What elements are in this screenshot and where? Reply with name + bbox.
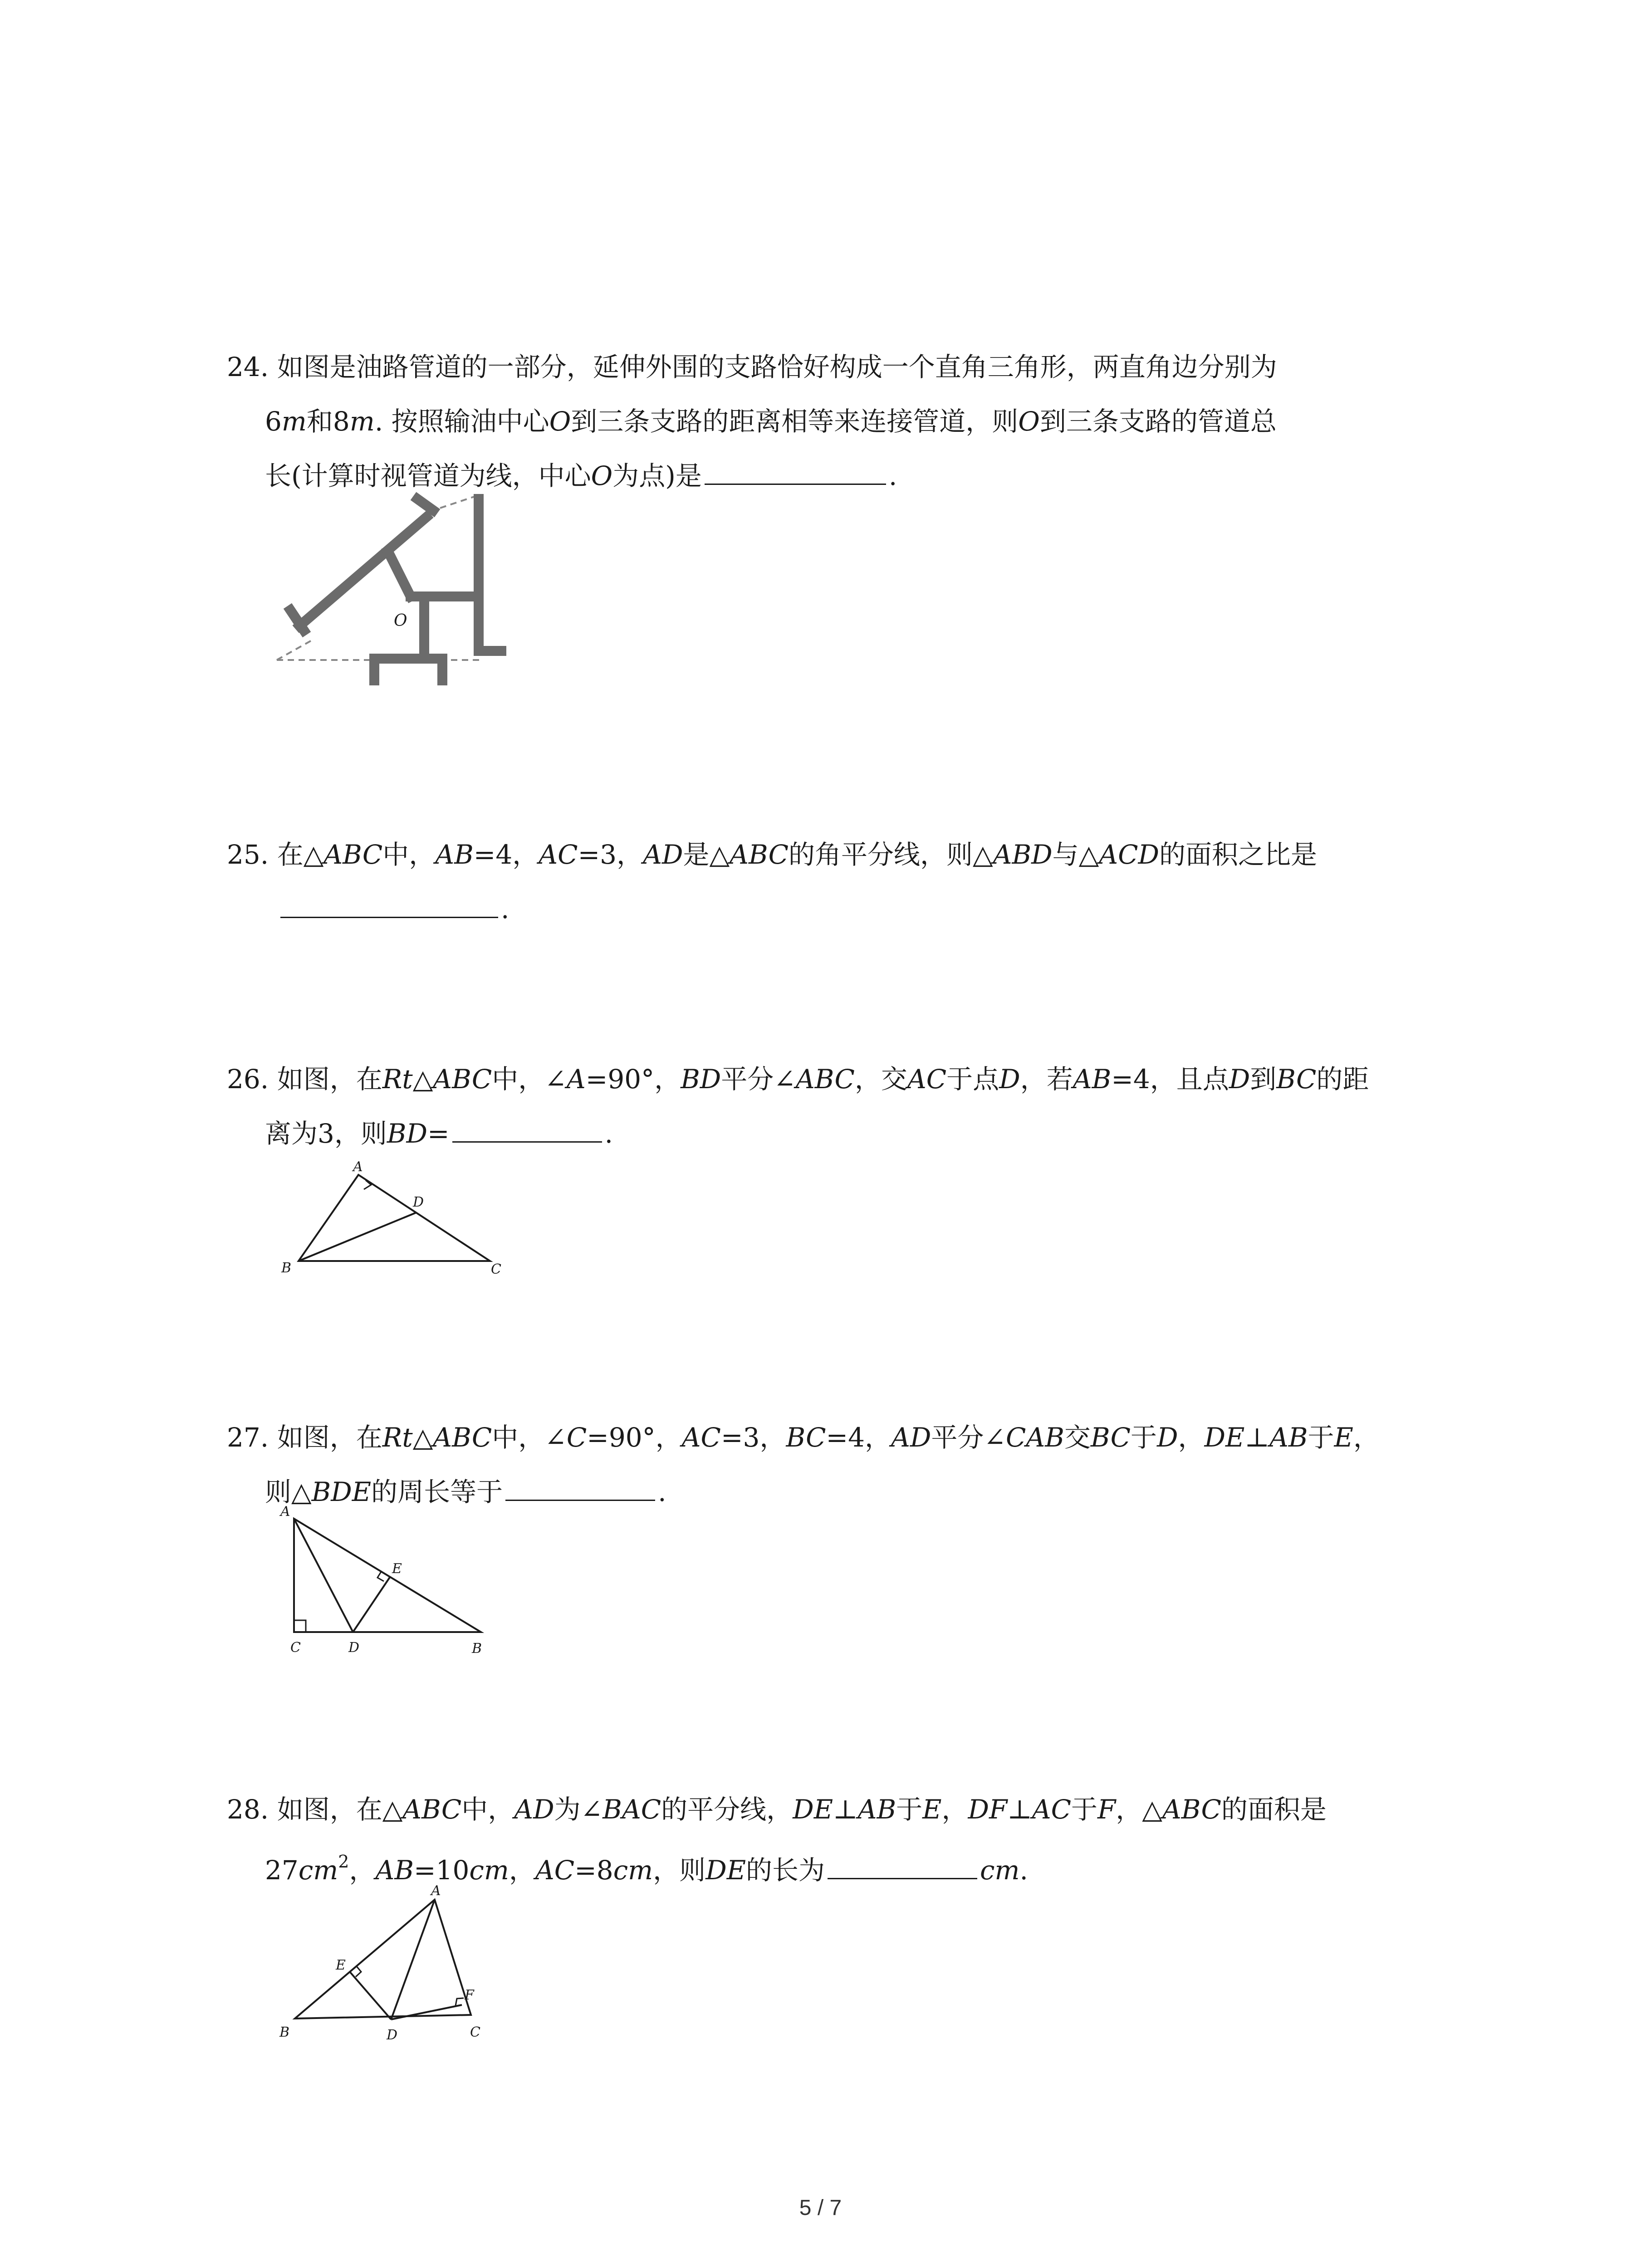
vertex-label-B: B <box>279 2024 290 2040</box>
figure-27-triangle <box>272 1497 508 1660</box>
segment-DF <box>391 2005 462 2019</box>
vertex-label-D: D <box>413 1194 424 1210</box>
vertex-label-A: A <box>353 1161 363 1175</box>
problem-26-line-2: 离为3，则BD= . <box>265 1118 613 1149</box>
vertex-label-E: E <box>392 1561 402 1577</box>
answer-blank[interactable] <box>452 1141 602 1143</box>
vertex-label-B: B <box>472 1641 482 1657</box>
problem-number: 28. <box>227 1794 269 1825</box>
vertex-label-C: C <box>491 1261 501 1277</box>
figure-26-triangle <box>272 1161 526 1279</box>
vertex-label-F: F <box>465 1987 474 2003</box>
vertex-label-A: A <box>431 1883 441 1899</box>
answer-blank[interactable] <box>828 1877 977 1879</box>
dashed-leg-left <box>277 640 313 660</box>
problem-25-line-2: . <box>280 896 509 922</box>
figure-28-triangle <box>272 1882 508 2050</box>
problem-25-line-1: 25. 在△ABC中，AB=4，AC=3，AD是△ABC的角平分线，则△ABD与△ACD的面积之比是 <box>227 839 1318 870</box>
problem-24-line-3: 长(计算时视管道为线，中心O为点)是 . <box>265 460 897 491</box>
problem-number: 24. <box>227 352 269 382</box>
problem-number: 25. <box>227 839 269 870</box>
problem-number: 27. <box>227 1422 269 1453</box>
answer-blank[interactable] <box>705 483 886 485</box>
pipe-center-upper <box>388 551 411 596</box>
problem-27-line-2: 则△BDE的周长等于 . <box>265 1476 666 1507</box>
vertex-label-C: C <box>290 1640 301 1656</box>
segment-DE <box>353 1577 390 1632</box>
segment-DE <box>350 1972 391 2019</box>
answer-blank[interactable] <box>280 916 498 918</box>
right-angle-mark-C <box>294 1620 306 1632</box>
problem-24-line-2: 6m和8m. 按照输油中心O到三条支路的距离相等来连接管道，则O到三条支路的管道总 <box>265 406 1277 437</box>
pipe-top-end <box>417 499 433 510</box>
vertex-label-C: C <box>470 2024 480 2040</box>
pipe-left-end <box>290 610 304 631</box>
problem-26-line-1: 26. 如图，在Rt△ABC中，∠A=90°，BD平分∠ABC，交AC于点D，若AB=4，且点D到BC的距 <box>227 1064 1369 1095</box>
problem-number: 26. <box>227 1064 269 1095</box>
page-number: 5 / 7 <box>799 2196 842 2220</box>
problem-27-line-1: 27. 如图，在Rt△ABC中，∠C=90°，AC=3，BC=4，AD平分∠CAB交BC于D，DE⊥AB于E， <box>227 1422 1380 1453</box>
problem-24-line-1: 24. 如图是油路管道的一部分，延伸外围的支路恰好构成一个直角三角形，两直角边分别为 <box>227 352 1277 382</box>
problem-28-line-1: 28. 如图，在△ABC中，AD为∠BAC的平分线，DE⊥AB于E，DF⊥AC于F，△ABC的面积是 <box>227 1794 1327 1825</box>
triangle-ABC <box>295 1900 471 2019</box>
triangle-ABC <box>299 1175 490 1261</box>
right-angle-mark-E <box>356 1966 361 1977</box>
vertex-label-D: D <box>348 1640 360 1656</box>
vertex-label-E: E <box>336 1957 346 1973</box>
vertex-label-D: D <box>387 2027 398 2043</box>
answer-blank[interactable] <box>505 1499 655 1501</box>
vertex-label-A: A <box>280 1504 290 1520</box>
pipe-diagonal <box>299 517 426 626</box>
pipeline-figure <box>272 490 517 699</box>
vertex-label-B: B <box>281 1260 292 1276</box>
problem-28-line-2: $27cm^2$，AB=10cm，AC=8cm，则DE的长为 cm. <box>265 1852 1028 1886</box>
triangle-ABC <box>294 1519 481 1632</box>
center-label-O: O <box>394 611 407 630</box>
